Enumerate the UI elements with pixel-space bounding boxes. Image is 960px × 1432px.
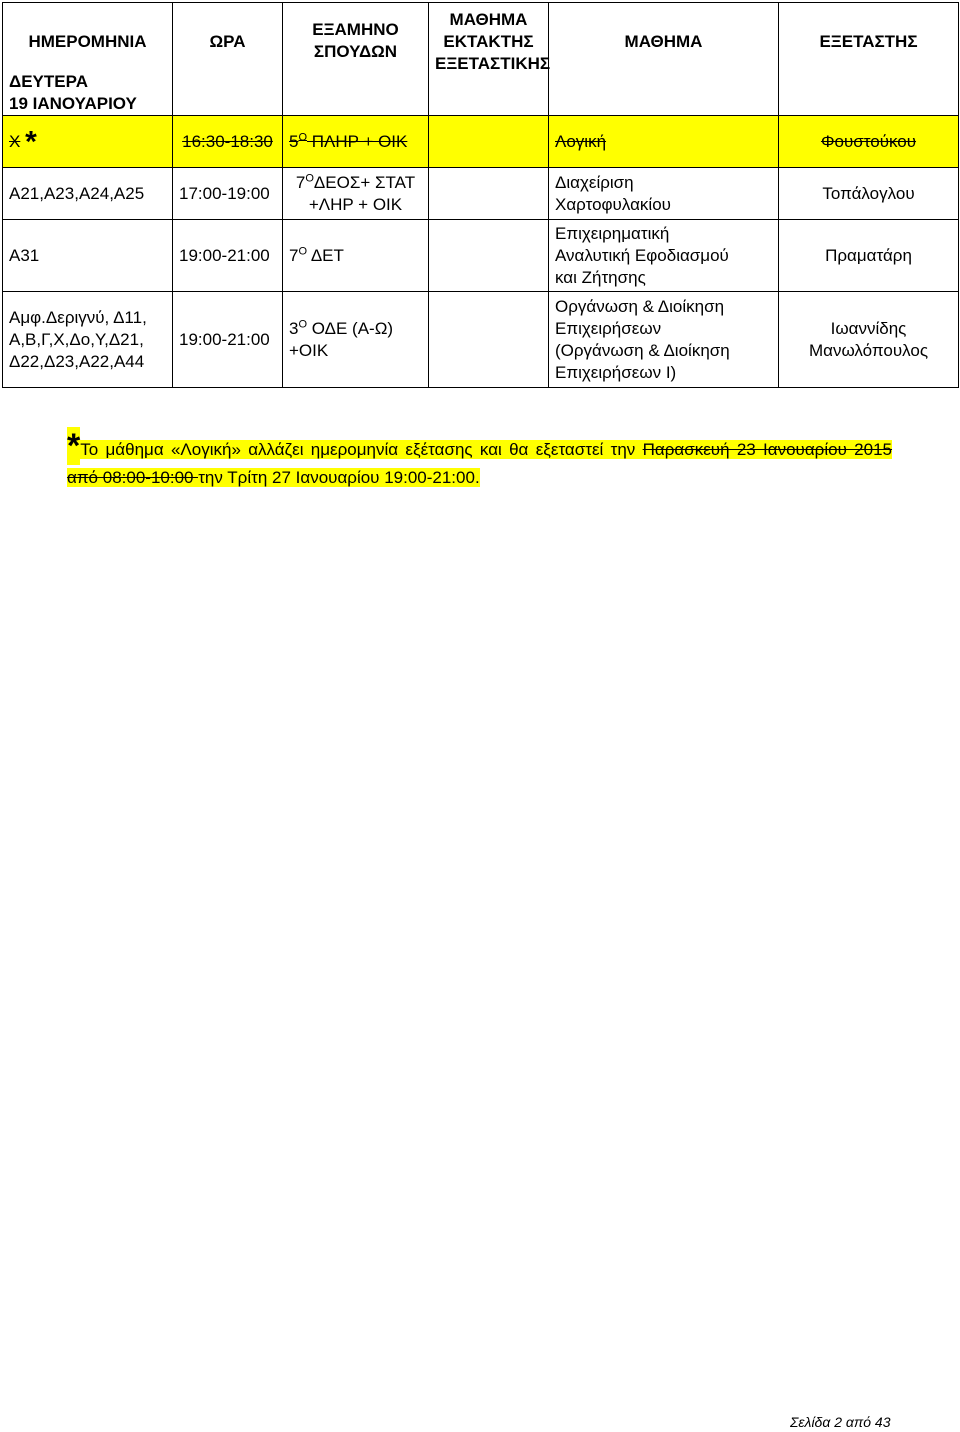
sem-sup: Ο [298,317,308,330]
time-cell: 19:00-21:00 [173,292,283,388]
notice-highlight [67,427,893,487]
course-cell [549,220,779,292]
changed-sem-rest: ΠΛΗΡ + ΟΙΚ [307,131,408,151]
sem-sup: Ο [298,244,308,257]
header-date-cell [3,3,173,116]
sem-sup: Ο [305,171,314,184]
notice-text: Το μάθημα «Λογική» αλλάζει ημερομηνία εξέτασης και θα εξεταστεί την [80,440,643,459]
changed-special [429,116,549,168]
header-day: ΔΕΥΤΕΡΑ [9,72,88,91]
sem-num: 7 [295,172,306,192]
exam-schedule-table [2,2,959,388]
examiner-cell: Τοπάλογλου [779,168,959,220]
course-line3: και Ζήτησης [555,267,646,287]
sem-text: ΟΔΕ (Α-Ω) [307,318,394,338]
changed-semester [283,116,429,168]
groups-line2: Α,Β,Γ,Χ,Δο,Υ,Δ21, [9,329,144,349]
header-date: ΗΜΕΡΟΜΗΝΙΑ [28,32,147,51]
semester-cell [283,168,429,220]
header-semester [283,3,429,116]
course-line4: Επιχειρήσεων Ι) [555,362,677,382]
notice-struck-text: Παρασκευή 23 Ιανουαρίου 2015 από 08:00-10:00 [67,440,893,487]
semester-line2: +ΟΙΚ [289,340,329,360]
sem-num: 7 [289,245,299,265]
semester-line2: +ΛΗΡ + ΟΙΚ [308,194,403,214]
sem-text: ΔΕΟΣ+ ΣΤΑΤ [313,172,416,192]
header-special-line3: ΕΞΕΤΑΣΤΙΚΗΣ [435,54,551,73]
course-line3: (Οργάνωση & Διοίκηση [555,340,730,360]
special-cell [429,168,549,220]
course-line2: Χαρτοφυλακίου [555,194,671,214]
header-special-line1: ΜΑΘΗΜΑ [449,10,528,29]
examiner-cell: Πραματάρη [779,220,959,292]
asterisk-icon: * [25,125,37,159]
header-special [429,3,549,116]
header-time-label: ΩΡΑ [209,32,246,51]
semester-line1 [289,172,422,194]
course-line1: Οργάνωση & Διοίκηση [555,296,725,316]
time-cell: 17:00-19:00 [173,168,283,220]
changed-sem-sup: Ο [298,130,308,143]
course-line2: Αναλυτική Εφοδιασμού [555,245,729,265]
header-row [3,3,959,116]
table-row [3,168,959,220]
groups-line1: Αμφ.Δεριγνύ, Δ11, [9,307,147,327]
changed-exam-row [3,116,959,168]
notice-new-date: την Τρίτη 27 Ιανουαρίου 19:00-21:00. [198,468,480,487]
course-cell [549,292,779,388]
header-semester-line2: ΣΠΟΥΔΩΝ [313,42,398,61]
course-line2: Επιχειρήσεων [555,318,662,338]
header-course-label: ΜΑΘΗΜΑ [624,32,703,51]
course-line1: Επιχειρηματική [555,223,670,243]
special-cell [429,292,549,388]
header-day-date: 19 ΙΑΝΟΥΑΡΙΟΥ [9,94,137,113]
change-notice [67,427,893,492]
header-semester-line1: ΕΞΑΜΗΝΟ [312,20,399,39]
asterisk-icon: * [67,427,81,465]
page-number: Σελίδα 2 από 43 [790,1414,891,1430]
special-cell [429,220,549,292]
table-row [3,292,959,388]
groups-cell [3,292,173,388]
examiner-line1: Ιωαννίδης [830,318,907,338]
groups-cell: Α21,Α23,Α24,Α25 [3,168,173,220]
course-cell [549,168,779,220]
semester-cell [283,220,429,292]
changed-examiner: Φουστούκου [779,116,959,168]
header-examiner-label: ΕΞΕΤΑΣΤΗΣ [819,32,918,51]
table-row [3,220,959,292]
header-time [173,3,283,116]
examiner-line2: Μανωλόπουλος [808,340,929,360]
changed-marker-cell [3,116,173,168]
course-line1: Διαχείριση [555,172,634,192]
groups-line3: Δ22,Δ23,Α22,Α44 [9,351,145,371]
semester-line1 [289,318,422,340]
time-cell: 19:00-21:00 [173,220,283,292]
semester-cell [283,292,429,388]
sem-num: 3 [289,318,299,338]
x-mark: Χ [9,131,21,151]
groups-cell: Α31 [3,220,173,292]
sem-text: ΔΕΤ [307,245,344,265]
header-examiner [779,3,959,116]
changed-course: Λογική [549,116,779,168]
header-course [549,3,779,116]
header-special-line2: ΕΚΤΑΚΤΗΣ [443,32,534,51]
examiner-cell [779,292,959,388]
changed-time: 16:30-18:30 [173,116,283,168]
changed-sem-num: 5 [289,131,299,151]
